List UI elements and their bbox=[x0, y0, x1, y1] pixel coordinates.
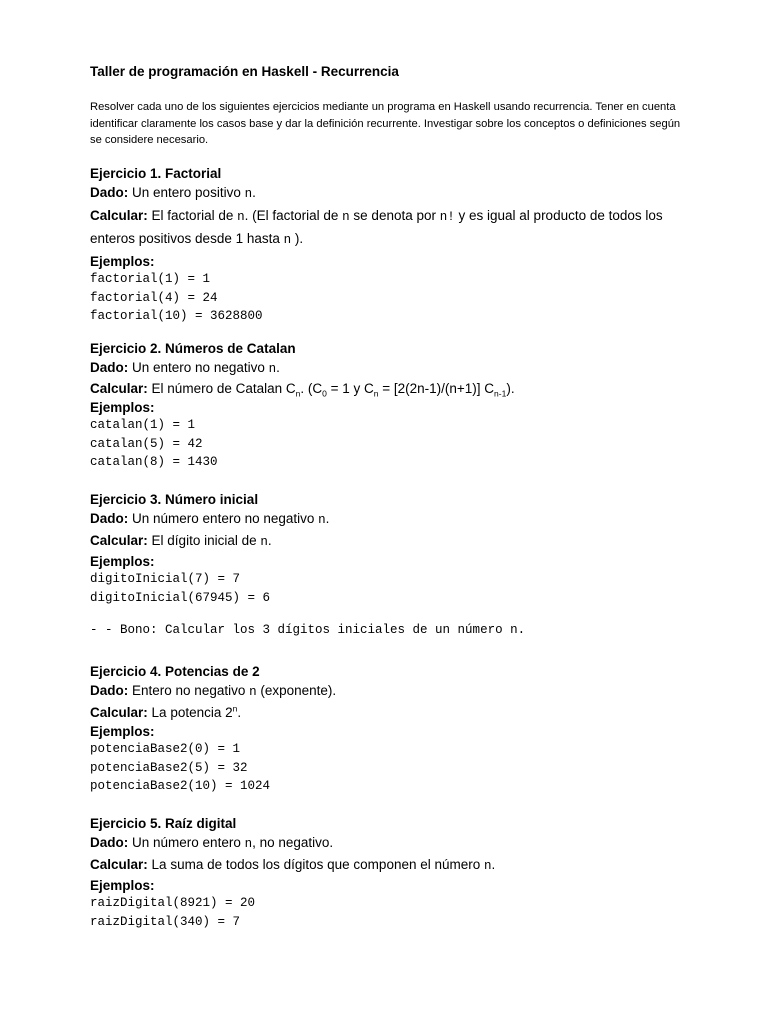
exercise-4-calcular: Calcular: La potencia 2$^n$. bbox=[90, 703, 242, 720]
exercise-4 bbox=[90, 662, 700, 796]
exercise-5-calcular: Calcular: La suma de todos los dígitos que componen el número n. bbox=[90, 857, 496, 873]
example-line: potenciaBase2(5) = 32 bbox=[90, 760, 248, 775]
exercise-3 bbox=[90, 490, 700, 607]
exercise-2-dado: Dado: Un entero no negativo n. bbox=[90, 360, 280, 376]
example-line: digitoInicial(67945) = 6 bbox=[90, 590, 271, 605]
exercise-3-calcular: Calcular: El dígito inicial de n. bbox=[90, 533, 272, 549]
exercise-2-calcular: Calcular: El número de Catalan $C_n$. ($C_0 = 1$ y $C_n = [2(2n-1)/(n+1)]$ $C_{n-1}$). bbox=[90, 381, 515, 399]
example-line: catalan(5) = 42 bbox=[90, 436, 203, 451]
example-line: potenciaBase2(10) = 1024 bbox=[90, 779, 271, 793]
bonus-comment: - - Bono: Calcular los 3 dígitos iniciales de un número n. bbox=[90, 623, 526, 637]
example-line: raizDigital(340) = 7 bbox=[90, 914, 241, 929]
example-line: raizDigital(8921) = 20 bbox=[90, 896, 256, 910]
ejemplos-label: Ejemplos: bbox=[90, 878, 155, 893]
exercise-1 bbox=[90, 164, 700, 326]
example-line: potenciaBase2(0) = 1 bbox=[90, 742, 241, 756]
exercise-2 bbox=[90, 339, 700, 472]
ejemplos-label: Ejemplos: bbox=[90, 724, 155, 739]
ejemplos-label: Ejemplos: bbox=[90, 254, 155, 269]
dado-label: Dado: bbox=[90, 185, 129, 200]
exercise-1-title: Ejercicio 1. Factorial bbox=[90, 166, 222, 181]
example-line: catalan(8) = 1430 bbox=[90, 455, 218, 469]
calcular-label: Calcular: bbox=[90, 208, 148, 223]
example-line: catalan(1) = 1 bbox=[90, 418, 196, 432]
ejemplos-label: Ejemplos: bbox=[90, 400, 155, 415]
exercise-5 bbox=[90, 814, 700, 931]
exercise-3-dado: Dado: Un número entero no negativo n. bbox=[90, 511, 330, 527]
exercise-5-dado: Dado: Un número entero n, no negativo. bbox=[90, 835, 334, 851]
ejemplos-label: Ejemplos: bbox=[90, 554, 155, 569]
example-line: factorial(1) = 1 bbox=[90, 272, 211, 286]
exercise-4-title: Ejercicio 4. Potencias de 2 bbox=[90, 664, 260, 679]
exercise-5-title: Ejercicio 5. Raíz digital bbox=[90, 816, 237, 831]
exercise-1-calcular: Calcular: El factorial de n. (El factorial de n se denota por n! y es igual al producto de todos los enteros positivos desde 1 hasta n ). bbox=[90, 208, 663, 247]
exercise-3-title: Ejercicio 3. Número inicial bbox=[90, 492, 259, 507]
example-line: factorial(10) = 3628800 bbox=[90, 309, 263, 323]
exercise-1-dado: Dado: Un entero positivo n. bbox=[90, 185, 256, 201]
exercise-4-dado: Dado: Entero no negativo n (exponente). bbox=[90, 683, 337, 699]
example-line: digitoInicial(7) = 7 bbox=[90, 572, 241, 586]
document-title: Taller de programación en Haskell - Recurrencia bbox=[90, 64, 399, 79]
exercise-2-title: Ejercicio 2. Números de Catalan bbox=[90, 341, 296, 356]
example-line: factorial(4) = 24 bbox=[90, 290, 218, 305]
intro-paragraph: Resolver cada uno de los siguientes ejercicios mediante un programa en Haskell usando recurrencia. Tener en cuenta identificar claramente los casos base y dar la definición recurrente. Investigar sobre los conceptos o definiciones según se considere necesario. bbox=[90, 101, 681, 146]
